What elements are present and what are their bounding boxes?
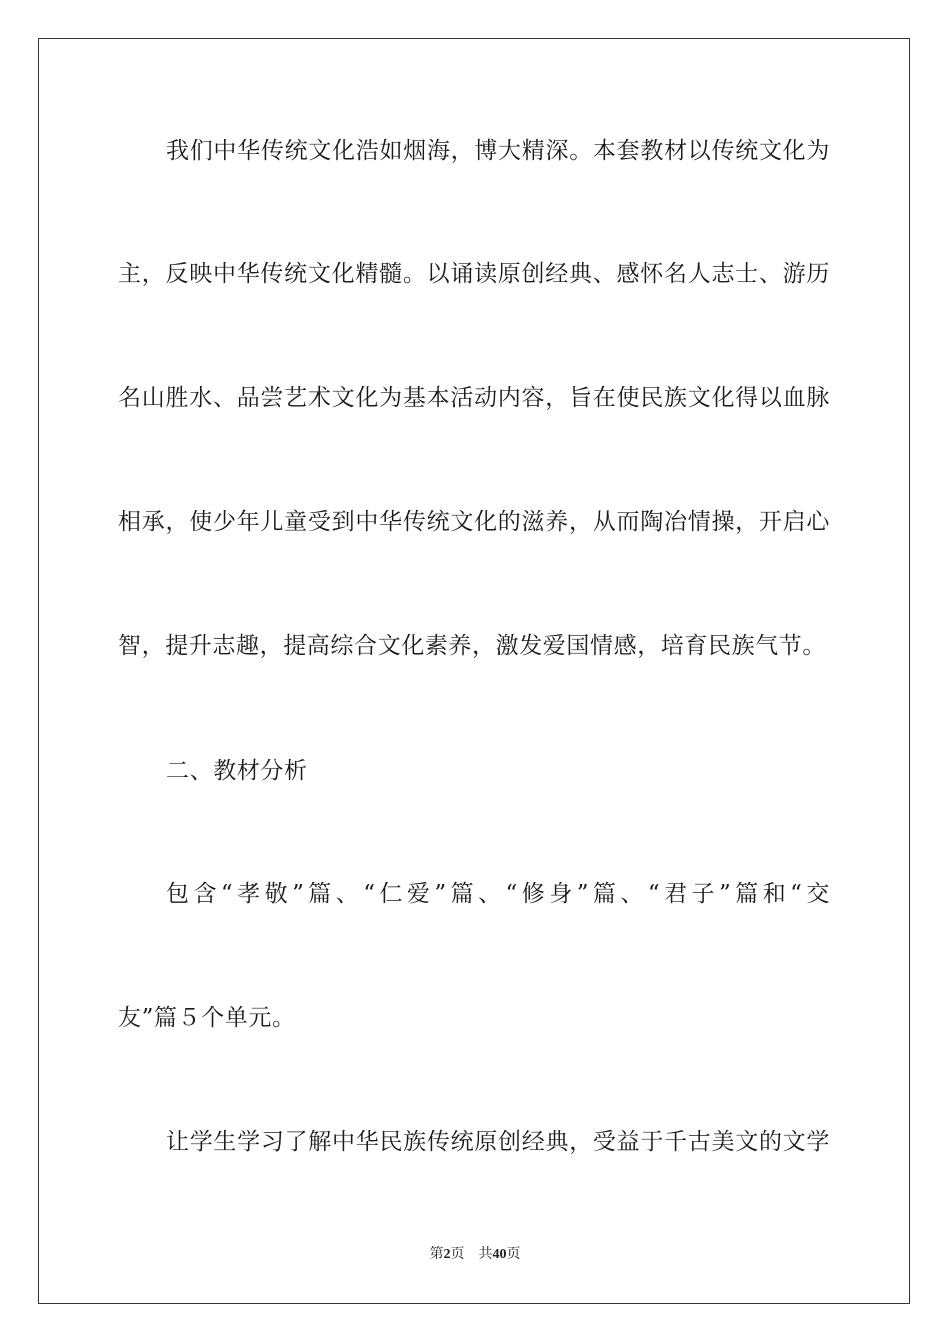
section-heading: 二、教材分析 (166, 758, 308, 784)
page-border (38, 38, 910, 1304)
paragraph-line: 包含“孝敬”篇、“仁爱”篇、“修身”篇、“君子”篇和“交 (166, 881, 830, 907)
paragraph-line: 让学生学习了解中华民族传统原创经典，受益于千古美文的文学 (166, 1129, 830, 1155)
footer-total-prefix: 共 (478, 1247, 493, 1262)
footer-page-suffix: 页 (450, 1247, 465, 1262)
paragraph-line: 友”篇５个单元。 (118, 1005, 296, 1031)
footer-total-suffix: 页 (506, 1247, 521, 1262)
paragraph-line: 相承，使少年儿童受到中华传统文化的滋养，从而陶冶情操，开启心 (118, 509, 830, 535)
page-footer (0, 1246, 950, 1264)
paragraph-line: 主，反映中华传统文化精髓。以诵读原创经典、感怀名人志士、游历 (118, 261, 830, 287)
paragraph-line: 智，提升志趣，提高综合文化素养，激发爱国情感，培育民族气节。 (118, 633, 826, 659)
footer-page-number: 2 (443, 1247, 451, 1262)
footer-page-prefix: 第 (429, 1247, 444, 1262)
paragraph-line: 我们中华传统文化浩如烟海，博大精深。本套教材以传统文化为 (166, 138, 830, 164)
paragraph-line: 名山胜水、品尝艺术文化为基本活动内容，旨在使民族文化得以血脉 (118, 385, 830, 411)
footer-total-pages: 40 (492, 1247, 507, 1262)
